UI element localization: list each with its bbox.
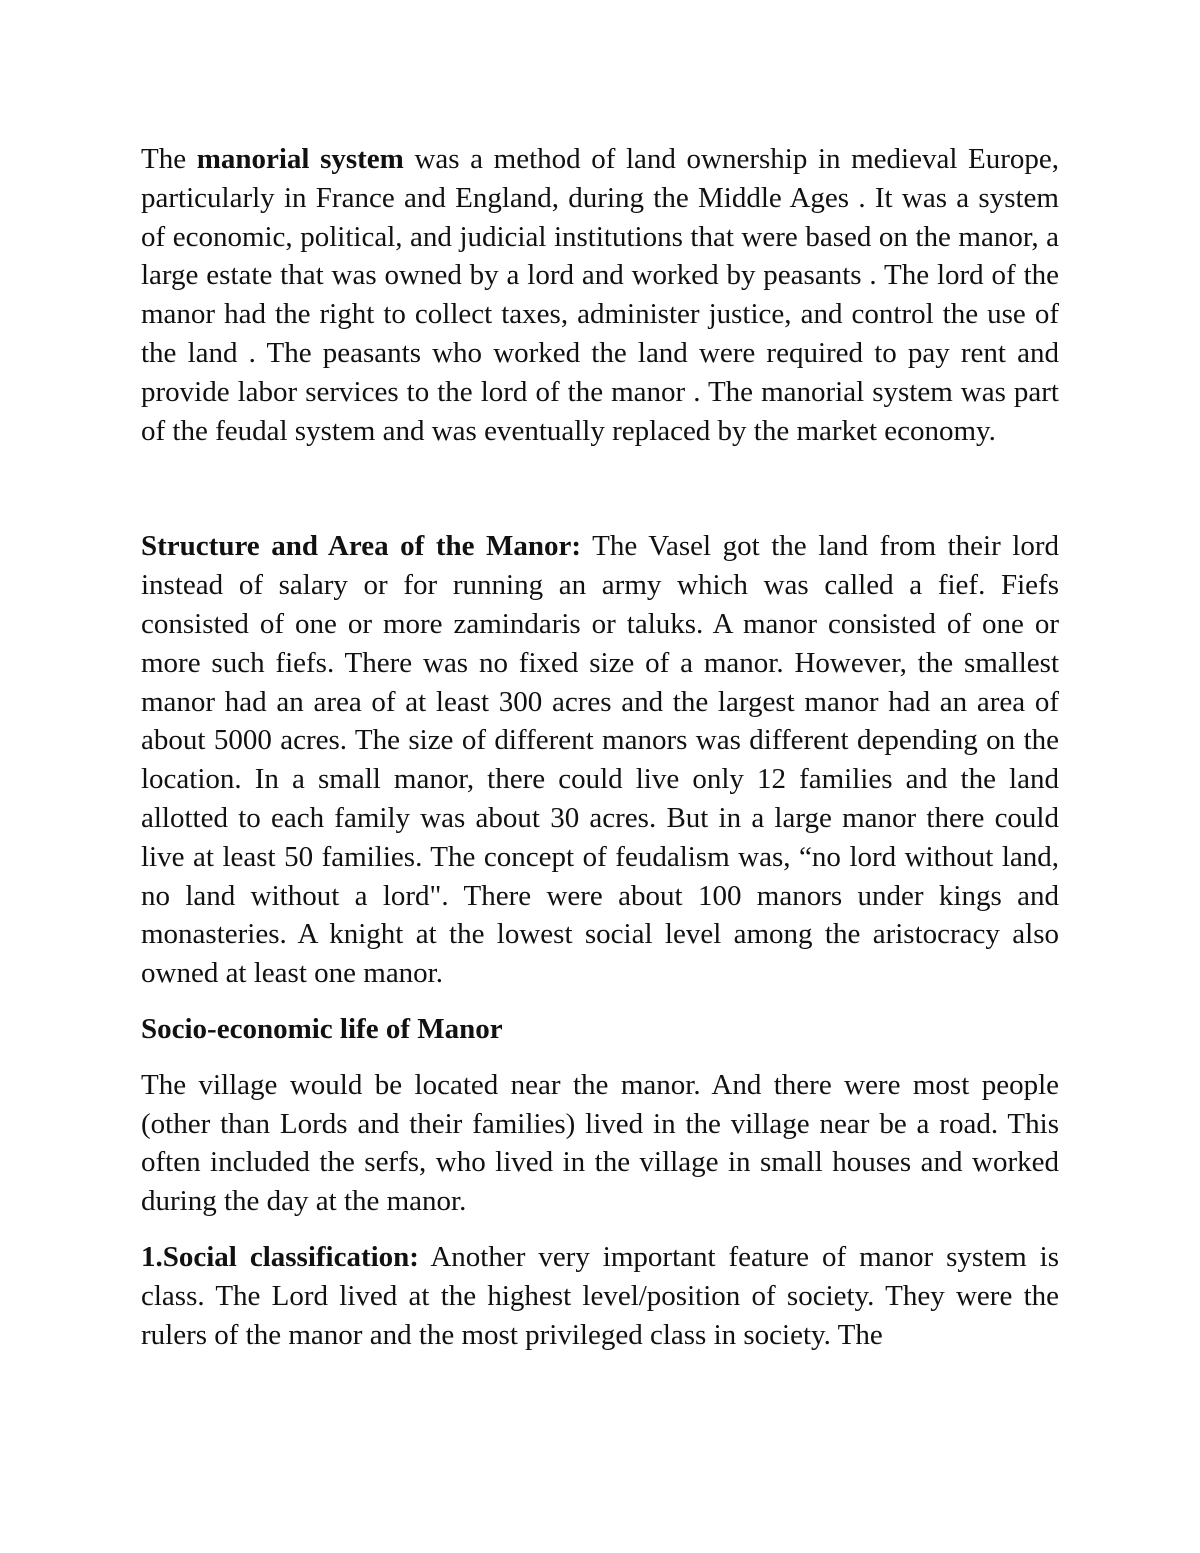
structure-paragraph — [141, 527, 1059, 993]
social-classification-paragraph — [141, 1238, 1059, 1354]
intro-prefix: The — [141, 143, 197, 175]
social-classification-body: Another very important feature of manor system is class. The Lord lived at the highest level/position of society. They were the rulers of the manor and the most privileged class in society. The — [141, 1240, 1059, 1351]
structure-heading: Structure and Area of the Manor: — [141, 530, 582, 563]
village-paragraph: The village would be located near the manor. And there were most people (other than Lords and their families) lived in the village near be a road. This often included the serfs, who lived in the village in small houses and worked during the day at the manor. — [141, 1068, 1059, 1218]
intro-paragraph — [141, 140, 1059, 450]
manorial-system-term: manorial system — [196, 143, 404, 175]
socio-economic-heading-text: Socio-economic life of Manor — [141, 1012, 503, 1045]
intro-body: was a method of land ownership in medieval Europe, particularly in France and England, during the Middle Ages . It was a system of economic, political, and judicial institutions that were based on the manor, a large estate that was owned by a lord and worked by peasants . The lord of the manor had the right to collect taxes, administer justice, and control the use of the land . The peasants who worked the land were required to pay rent and provide labor services to the lord of the manor . The manorial system was part of the feudal system and was eventually replaced by the market economy. — [141, 143, 1059, 447]
structure-body: The Vasel got the land from their lord instead of salary or for running an army which was called a fief. Fiefs consisted of one or more zamindaris or taluks. A manor consisted of one or more such fiefs. There was no fixed size of a manor. However, the smallest manor had an area of at least 300 acres and the largest manor had an area of about 5000 acres. The size of different manors was different depending on the location. In a small manor, there could live only 12 families and the land allotted to each family was about 30 acres. But in a large manor there could live at least 50 families. The concept of feudalism was, “no lord without land, no land without a lord". There were about 100 manors under kings and monasteries. A knight at the lowest social level among the aristocracy also owned at least one manor. — [141, 530, 1060, 990]
document-page — [141, 140, 1059, 1354]
social-classification-heading: 1.Social classification: — [141, 1240, 419, 1273]
socio-economic-heading — [141, 1010, 1059, 1049]
